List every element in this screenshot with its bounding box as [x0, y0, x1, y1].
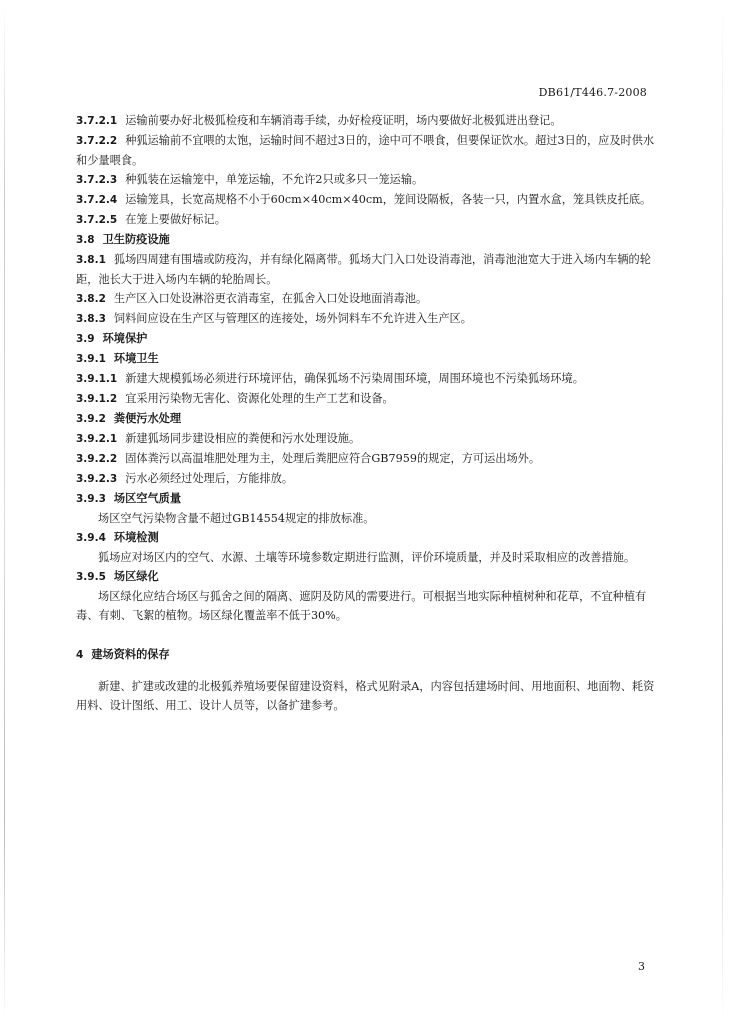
heading-3-9-4: 3.9.4 环境检测 — [76, 531, 159, 544]
document-body — [76, 111, 656, 715]
heading-3-8: 3.8 卫生防疫设施 — [76, 233, 170, 246]
clause-3-7-2-1: 3.7.2.1 运输前要办好北极狐检疫和车辆消毒手续，办好检疫证明，场内要做好北极狐进出登记。 — [76, 114, 562, 127]
clause-3-9-5-body: 场区绿化应结合场区与狐舍之间的隔离、遮阴及防风的需要进行。可根据当地实际种植树种和花草，不宜种植有毒、有刺、飞絮的植物。场区绿化覆盖率不低于30%。 — [76, 590, 647, 622]
clause-3-7-2-2: 3.7.2.2 种狐运输前不宜喂的太饱，运输时间不超过3日的，途中可不喂食，但要保证饮水。超过3日的，应及时供水和少量喂食。 — [76, 134, 655, 167]
clause-3-8-3: 3.8.3 饲料间应设在生产区与管理区的连接处，场外饲料车不允许进入生产区。 — [76, 312, 472, 325]
section-4-body: 新建、扩建或改建的北极狐养殖场要保留建设资料，格式见附录A，内容包括建场时间、用地面积、地面物、耗资用料、设计图纸、用工、设计人员等，以备扩建参考。 — [76, 680, 655, 712]
clause-3-9-2-2: 3.9.2.2 固体粪污以高温堆肥处理为主，处理后粪肥应符合GB7959的规定，方可运出场外。 — [76, 452, 541, 465]
clause-3-9-4-body: 狐场应对场区内的空气、水源、土壤等环境参数定期进行监测，评价环境质量，并及时采取相应的改善措施。 — [98, 551, 636, 564]
clause-3-7-2-3: 3.7.2.3 种狐装在运输笼中，单笼运输，不允许2只或多只一笼运输。 — [76, 173, 424, 186]
clause-3-8-1: 3.8.1 狐场四周建有围墙或防疫沟，并有绿化隔离带。狐场大门入口处设消毒池，消毒池池宽大于进入场内车辆的轮距，池长大于进入场内车辆的轮胎周长。 — [76, 253, 651, 286]
heading-3-9-2: 3.9.2 粪便污水处理 — [76, 412, 182, 425]
clause-3-8-2: 3.8.2 生产区入口处设淋浴更衣消毒室，在狐舍入口处设地面消毒池。 — [76, 292, 428, 305]
clause-3-7-2-5: 3.7.2.5 在笼上要做好标记。 — [76, 213, 226, 226]
clause-3-9-3-body: 场区空气污染物含量不超过GB14554规定的排放标准。 — [98, 512, 375, 525]
heading-3-9-3: 3.9.3 场区空气质量 — [76, 492, 182, 505]
section-spacer — [76, 665, 656, 677]
heading-section-4: 4 建场资料的保存 — [76, 648, 170, 661]
document-header-code: DB61/T446.7-2008 — [538, 86, 647, 99]
clause-3-9-1-1: 3.9.1.1 新建大规模狐场必须进行环境评估，确保狐场不污染周围环境，周围环境也不污染狐场环境。 — [76, 372, 584, 385]
heading-3-9: 3.9 环境保护 — [76, 332, 148, 345]
clause-3-9-2-3: 3.9.2.3 污水必须经过处理后，方能排放。 — [76, 472, 294, 485]
section-spacer — [76, 625, 656, 637]
clause-3-9-2-1: 3.9.2.1 新建狐场同步建设相应的粪便和污水处理设施。 — [76, 432, 361, 445]
scan-edge-right — [722, 0, 723, 1024]
heading-3-9-5: 3.9.5 场区绿化 — [76, 570, 159, 583]
heading-3-9-1: 3.9.1 环境卫生 — [76, 352, 159, 365]
clause-3-9-1-2: 3.9.1.2 宜采用污染物无害化、资源化处理的生产工艺和设备。 — [76, 392, 394, 405]
scan-edge-left — [4, 0, 5, 1024]
page-number: 3 — [638, 960, 645, 973]
clause-3-7-2-4: 3.7.2.4 运输笼具，长宽高规格不小于60cm×40cm×40cm，笼间设隔板，各装一只，内置水盒，笼具铁皮托底。 — [76, 193, 652, 206]
